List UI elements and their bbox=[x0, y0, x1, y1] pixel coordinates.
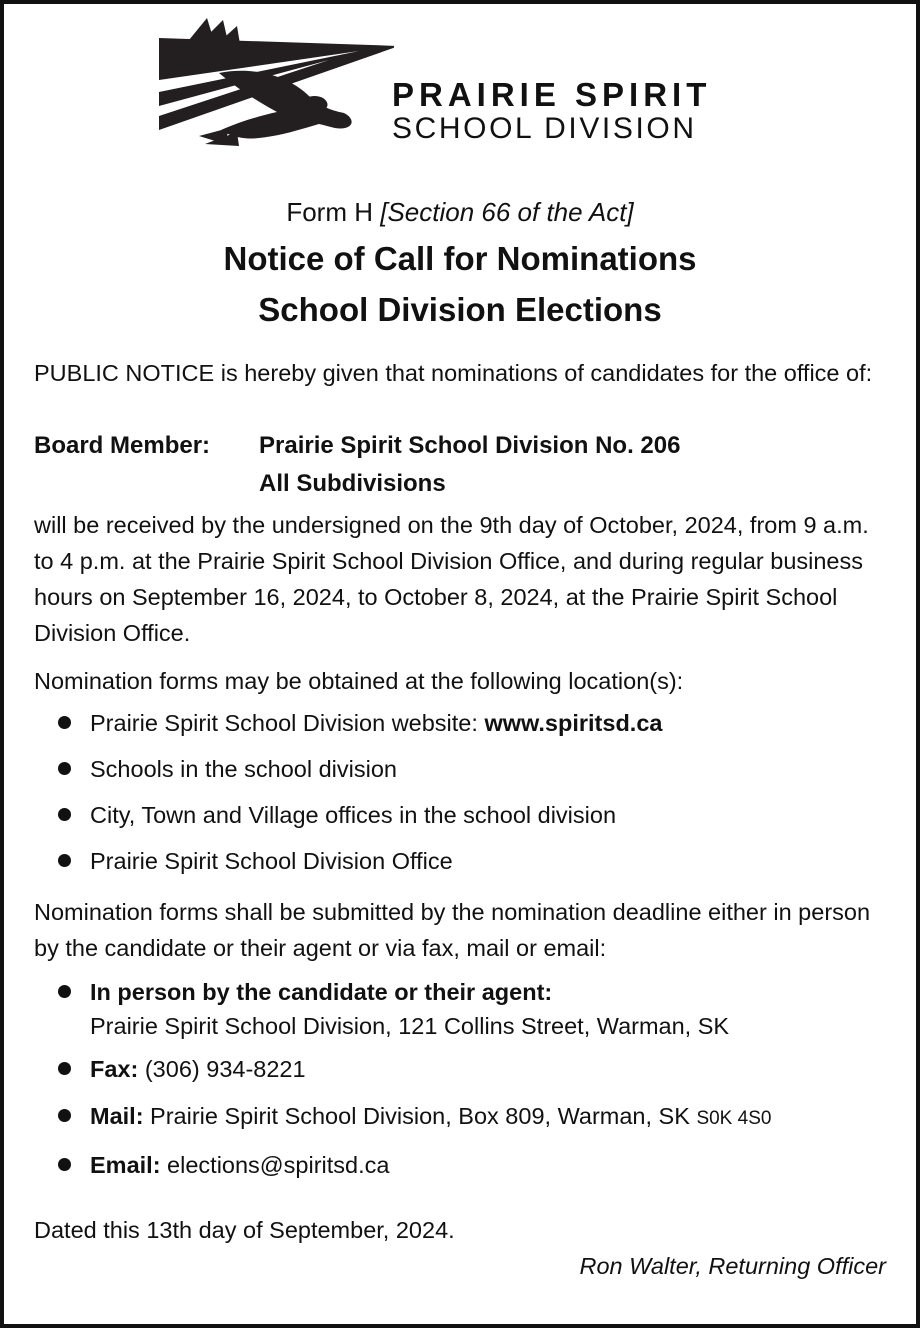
mail-label: Mail: bbox=[90, 1103, 144, 1129]
in-person-address: Prairie Spirit School Division, 121 Collins Street, Warman, SK bbox=[90, 1013, 730, 1039]
submit-heading: Nomination forms shall be submitted by the nomination deadline either in person by the candidate or their agent or via fax, mail or email: bbox=[34, 899, 871, 961]
list-item-in-person bbox=[90, 975, 890, 1043]
website-label: Prairie Spirit School Division website: bbox=[90, 710, 485, 736]
board-member-subdivisions: All Subdivisions bbox=[259, 470, 446, 497]
notice-title: Notice of Call for Nominations bbox=[223, 240, 697, 277]
intro-paragraph: PUBLIC NOTICE is hereby given that nominations of candidates for the office of: bbox=[34, 360, 873, 386]
board-member-label: Board Member: bbox=[34, 432, 211, 459]
notice-subtitle: School Division Elections bbox=[258, 291, 662, 328]
received-paragraph: will be received by the undersigned on the 9th day of October, 2024, from 9 a.m. to 4 p.m. at the Prairie Spirit School Division Office, and during regular business hours on September 16, 2024, to October 8, 2024, at the Prairie Spirit School Division Office. bbox=[34, 512, 869, 646]
mail-postal-code: S0K 4S0 bbox=[696, 1108, 772, 1129]
logo-wordmark-line2: SCHOOL DIVISION bbox=[392, 112, 697, 145]
signature-line: Ron Walter, Returning Officer bbox=[579, 1253, 886, 1279]
dated-line: Dated this 13th day of September, 2024. bbox=[34, 1217, 455, 1243]
form-section-ref: [Section 66 of the Act] bbox=[380, 197, 634, 227]
list-item-fax bbox=[90, 1052, 890, 1086]
list-item-email bbox=[90, 1148, 890, 1182]
list-item-website bbox=[90, 706, 890, 740]
email-label: Email: bbox=[90, 1152, 161, 1178]
list-item-schools: Schools in the school division bbox=[90, 756, 397, 782]
fax-label: Fax: bbox=[90, 1056, 139, 1082]
bullet-icon bbox=[58, 716, 71, 729]
bullet-icon bbox=[58, 1109, 71, 1122]
form-reference bbox=[4, 197, 916, 228]
board-member-division: Prairie Spirit School Division No. 206 bbox=[259, 432, 681, 459]
list-item-mail bbox=[90, 1099, 890, 1136]
bullet-icon bbox=[58, 808, 71, 821]
logo-wordmark-line1: PRAIRIE SPIRIT bbox=[392, 76, 712, 113]
obtain-heading: Nomination forms may be obtained at the following location(s): bbox=[34, 668, 684, 694]
email-address[interactable]: elections@spiritsd.ca bbox=[160, 1152, 390, 1178]
bullet-icon bbox=[58, 854, 71, 867]
list-item-division-office: Prairie Spirit School Division Office bbox=[90, 848, 453, 874]
list-item-municipal-offices: City, Town and Village offices in the school division bbox=[90, 802, 617, 828]
form-name: Form H bbox=[286, 197, 373, 227]
eagle-icon bbox=[159, 18, 394, 148]
bullet-icon bbox=[58, 985, 71, 998]
mail-address: Prairie Spirit School Division, Box 809, Warman, SK bbox=[143, 1103, 697, 1129]
bullet-icon bbox=[58, 762, 71, 775]
bullet-icon bbox=[58, 1158, 71, 1171]
in-person-label: In person by the candidate or their agent: bbox=[90, 979, 553, 1005]
bullet-icon bbox=[58, 1062, 71, 1075]
logo bbox=[159, 18, 719, 148]
fax-number: (306) 934-8221 bbox=[138, 1056, 306, 1082]
website-link[interactable]: www.spiritsd.ca bbox=[484, 710, 663, 736]
